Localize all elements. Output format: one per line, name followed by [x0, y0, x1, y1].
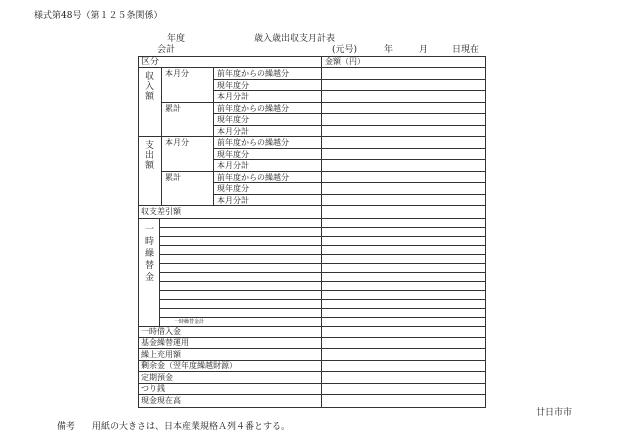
bottom-row-label: 一時借入金	[141, 327, 181, 336]
revenue-label: 収入額	[143, 71, 153, 101]
temp-transfer-label: 一時繰替金	[143, 224, 153, 284]
expenditure-cumulative-label: 累計	[165, 173, 181, 182]
revenue-monthly-label: 本月分	[165, 69, 189, 78]
expenditure-monthly-total: 本月分計	[217, 161, 249, 170]
bottom-row-label: 現金現在高	[141, 396, 181, 405]
temp-transfer-total-label: 一時繰替金計	[174, 319, 205, 325]
expenditure-monthly-label: 本月分	[165, 138, 189, 147]
expenditure-monthly-current: 現年度分	[217, 150, 249, 159]
note-text: 用紙の大きさは、日本産業規格Ａ列４番とする。	[92, 422, 291, 432]
month-unit: 月	[419, 45, 429, 55]
account-label: 会計	[157, 45, 176, 55]
revenue-monthly-total: 本月分計	[217, 92, 249, 101]
year-label: 年度	[167, 34, 186, 44]
revenue-cumulative-total: 本月分計	[217, 127, 249, 136]
column-header-amount: 金額（円）	[325, 57, 365, 66]
bottom-row-label: つり銭	[141, 384, 165, 393]
bottom-row-label: 剰余金（翌年度繰越財源）	[141, 361, 237, 370]
revenue-cumulative-carryover: 前年度からの繰越分	[217, 104, 289, 113]
bottom-row-label: 基金繰替運用	[141, 338, 189, 347]
expenditure-cumulative-total: 本月分計	[217, 196, 249, 205]
revenue-cumulative-label: 累計	[165, 104, 181, 113]
column-header-category: 区分	[141, 57, 160, 67]
bottom-row-label: 定期預金	[141, 373, 173, 382]
expenditure-cumulative-carryover: 前年度からの繰越分	[217, 173, 289, 182]
form-label: 様式第48号（第１２５条関係）	[34, 11, 163, 21]
note-label: 備考	[57, 422, 76, 432]
year-unit: 年	[384, 45, 394, 55]
page-title: 歳入歳出収支月計表	[254, 34, 336, 44]
era-label: (元号)	[332, 45, 358, 55]
revenue-cumulative-current: 現年度分	[217, 115, 249, 124]
table-border	[139, 57, 486, 408]
expenditure-monthly-carryover: 前年度からの繰越分	[217, 138, 289, 147]
revenue-monthly-current: 現年度分	[217, 81, 249, 90]
revenue-monthly-carryover: 前年度からの繰越分	[217, 69, 289, 78]
balance-label: 収支差引額	[141, 207, 181, 216]
day-current: 日現在	[452, 45, 480, 55]
expenditure-label: 支出額	[143, 140, 153, 170]
municipality-name: 廿日市市	[536, 408, 573, 418]
expenditure-cumulative-current: 現年度分	[217, 184, 249, 193]
bottom-row-label: 繰上充用額	[141, 350, 181, 359]
